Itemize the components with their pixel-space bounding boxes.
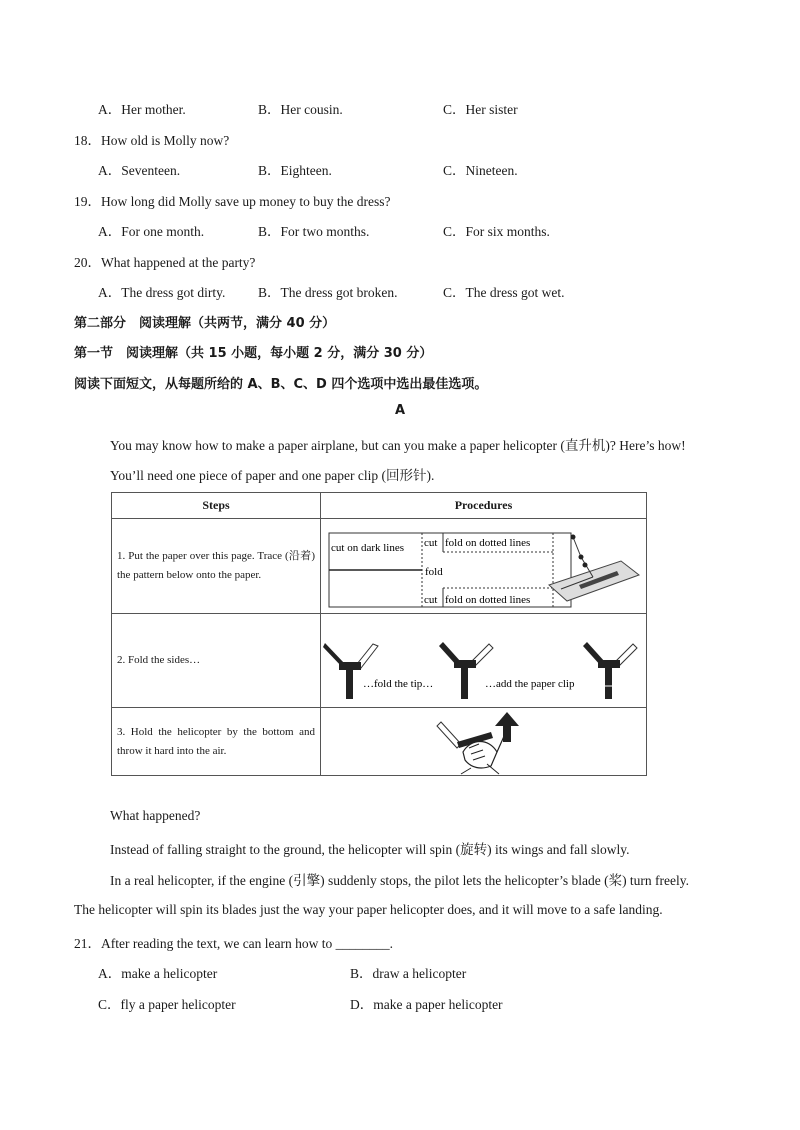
label-cut-bottom: cut: [424, 594, 438, 606]
paper-trace-icon: [549, 535, 639, 602]
table-row: [112, 614, 647, 708]
q21-option-a: A．make a helicopter: [98, 966, 218, 981]
throw-diagram: [321, 708, 646, 775]
q18-option-c: C．Nineteen.: [443, 163, 518, 178]
fold-diagram: [321, 614, 646, 707]
passage-letter: A: [395, 403, 406, 418]
q17-option-a: A．Her mother.: [98, 102, 186, 117]
label-fold-dotted-bottom: fold on dotted lines: [445, 594, 531, 606]
passage-p2: You’ll need one piece of paper and one paper clip (回形针).: [110, 468, 435, 483]
part2-heading: 第二部分 阅读理解（共两节，满分 40 分）: [74, 316, 336, 331]
q18-option-b: B．Eighteen.: [258, 163, 332, 178]
table-row: [112, 708, 647, 776]
passage-p3: What happened?: [110, 808, 201, 823]
fold-tip-label: …fold the tip…: [363, 678, 434, 690]
table-header-steps: Steps: [112, 493, 321, 519]
passage-p4: Instead of falling straight to the ground, the helicopter will spin (旋转) its wings and fall slowly.: [110, 842, 630, 857]
step2-procedure: [321, 614, 647, 708]
q19-option-b: B．For two months.: [258, 224, 370, 239]
passage-p5-line2: The helicopter will spin its blades just the way your paper helicopter does, and it will move to a safe landing.: [74, 902, 663, 917]
instruction-text: 阅读下面短文，从每题所给的 A、B、C、D 四个选项中选出最佳选项。: [74, 377, 488, 392]
add-clip-label: …add the paper clip: [485, 678, 575, 690]
step3-text: 3. Hold the helicopter by the bottom and throw it hard into the air.: [112, 708, 321, 776]
step1-procedure: [321, 519, 647, 614]
q19-option-c: C．For six months.: [443, 224, 550, 239]
table-row: [112, 519, 647, 614]
step2-text: 2. Fold the sides…: [112, 614, 321, 708]
pattern-diagram: [321, 519, 646, 613]
q21-option-d: D．make a paper helicopter: [350, 997, 503, 1012]
label-cut-top: cut: [424, 537, 438, 549]
q17-option-c: C．Her sister: [443, 102, 518, 117]
hand-throw-icon: [437, 712, 519, 774]
q19-stem: 19．How long did Molly save up money to buy the dress?: [74, 194, 391, 209]
section1-heading: 第一节 阅读理解（共 15 小题，每小题 2 分，满分 30 分）: [74, 346, 433, 361]
step3-procedure: [321, 708, 647, 776]
q18-stem: 18．How old is Molly now?: [74, 133, 230, 148]
steps-table: [111, 492, 647, 776]
passage-p5-line1: In a real helicopter, if the engine (引擎) suddenly stops, the pilot lets the helicopter’s blade (桨) turn freely.: [110, 873, 690, 888]
q17-option-b: B．Her cousin.: [258, 102, 343, 117]
helicopter-folded-icon: [439, 642, 493, 699]
q20-stem: 20．What happened at the party?: [74, 255, 256, 270]
q19-option-a: A．For one month.: [98, 224, 205, 239]
label-fold: fold: [425, 566, 443, 578]
q20-option-c: C．The dress got wet.: [443, 285, 565, 300]
q20-option-a: A．The dress got dirty.: [98, 285, 226, 300]
q21-option-c: C．fly a paper helicopter: [98, 997, 236, 1012]
helicopter-unfolded-icon: [323, 643, 378, 699]
q21-option-b: B．draw a helicopter: [350, 966, 467, 981]
label-cut-dark: cut on dark lines: [331, 542, 405, 554]
table-header-procedures: Procedures: [321, 493, 647, 519]
q18-option-a: A．Seventeen.: [98, 163, 181, 178]
q21-stem: 21．After reading the text, we can learn how to ________.: [74, 936, 394, 951]
label-fold-dotted-top: fold on dotted lines: [445, 537, 531, 549]
passage-p1: You may know how to make a paper airplane, but can you make a paper helicopter (直升机)? Here’s how!: [110, 438, 686, 453]
q20-option-b: B．The dress got broken.: [258, 285, 398, 300]
step1-text: 1. Put the paper over this page. Trace (沿着) the pattern below onto the paper.: [112, 519, 321, 614]
helicopter-clipped-icon: [583, 642, 637, 699]
